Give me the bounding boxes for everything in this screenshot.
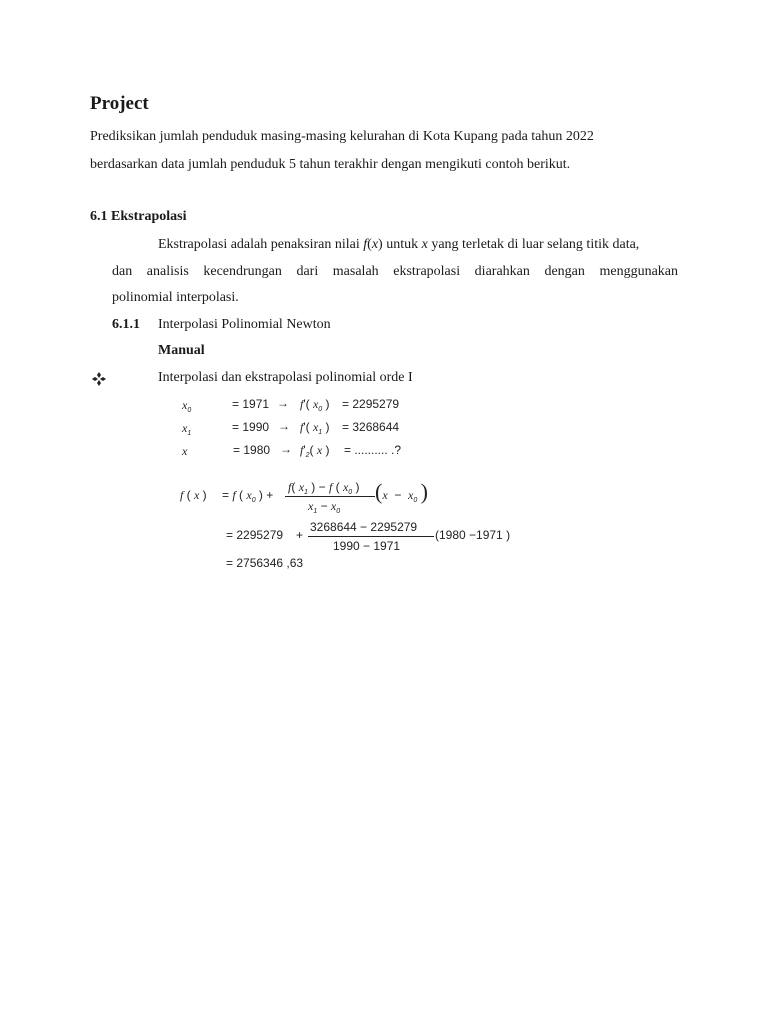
page-title: Project xyxy=(90,93,149,114)
arrow-icon: → xyxy=(280,442,292,456)
subsection-title: Interpolasi Polinomial Newton xyxy=(158,317,331,332)
formula-tail: ($x - x_0$ ) xyxy=(375,479,428,504)
formula-lhs: f ( x ) xyxy=(180,488,207,502)
formula-denominator: $x_1 - x_0$ xyxy=(308,499,341,515)
paragraph-line-3: polinomial interpolasi. xyxy=(112,290,239,305)
step1-denominator: 1990 − 1971 xyxy=(333,539,401,553)
x1-value: = 1990 xyxy=(232,420,270,434)
manual-label: Manual xyxy=(158,343,205,358)
formula-eq: = f ( $x_0$ ) + xyxy=(222,488,274,504)
f-prime-x: $f'_2$( x ) xyxy=(300,443,330,459)
paragraph-line-2: dan analisis kecendrungan dari masalah ekstrapolasi diarahkan dengan menggunakan xyxy=(112,264,678,279)
arrow-icon: → xyxy=(277,396,289,410)
x-value: = 1980 xyxy=(233,443,271,457)
x-row: x xyxy=(182,444,188,458)
intro-line-1: Prediksikan jumlah penduduk masing-masing kelurahan di Kota Kupang pada tahun 2022 xyxy=(90,129,594,144)
arrow-icon: → xyxy=(278,419,290,433)
x0-fvalue: = 2295279 xyxy=(342,397,400,411)
bullet-text: Interpolasi dan ekstrapolasi polinomial orde I xyxy=(158,370,413,385)
step1-value: = 2295279 xyxy=(226,528,284,542)
result-value: = 2756346 ,63 xyxy=(226,556,304,570)
step1-plus: + xyxy=(296,528,304,542)
x0-value: = 1971 xyxy=(232,397,270,411)
formula-numerator: f( $x_1$ ) − f ( $x_0$ ) xyxy=(288,480,360,496)
fraction-bar xyxy=(308,536,434,537)
x1-row: $x_1$ xyxy=(182,421,192,437)
x0-row: $x_0$ xyxy=(182,398,192,414)
intro-line-2: berdasarkan data jumlah penduduk 5 tahun terakhir dengan mengikuti contoh berikut. xyxy=(90,157,571,172)
section-heading: 6.1 Ekstrapolasi xyxy=(90,209,187,224)
diamond-bullet-icon xyxy=(92,372,106,391)
f-prime-x1: f'( $x_1$ ) xyxy=(300,420,330,436)
x-fvalue: = .......... .? xyxy=(344,443,402,457)
x1-fvalue: = 3268644 xyxy=(342,420,400,434)
step1-tail: (1980 −1971 ) xyxy=(435,528,511,542)
subsection-number: 6.1.1 xyxy=(112,317,140,332)
paragraph-line-1: Ekstrapolasi adalah penaksiran nilai f(x) untuk x yang terletak di luar selang titik data, xyxy=(158,237,640,252)
f-prime-x0: f'( $x_0$ ) xyxy=(300,397,330,413)
step1-numerator: 3268644 − 2295279 xyxy=(310,520,418,534)
fraction-bar xyxy=(285,496,375,497)
